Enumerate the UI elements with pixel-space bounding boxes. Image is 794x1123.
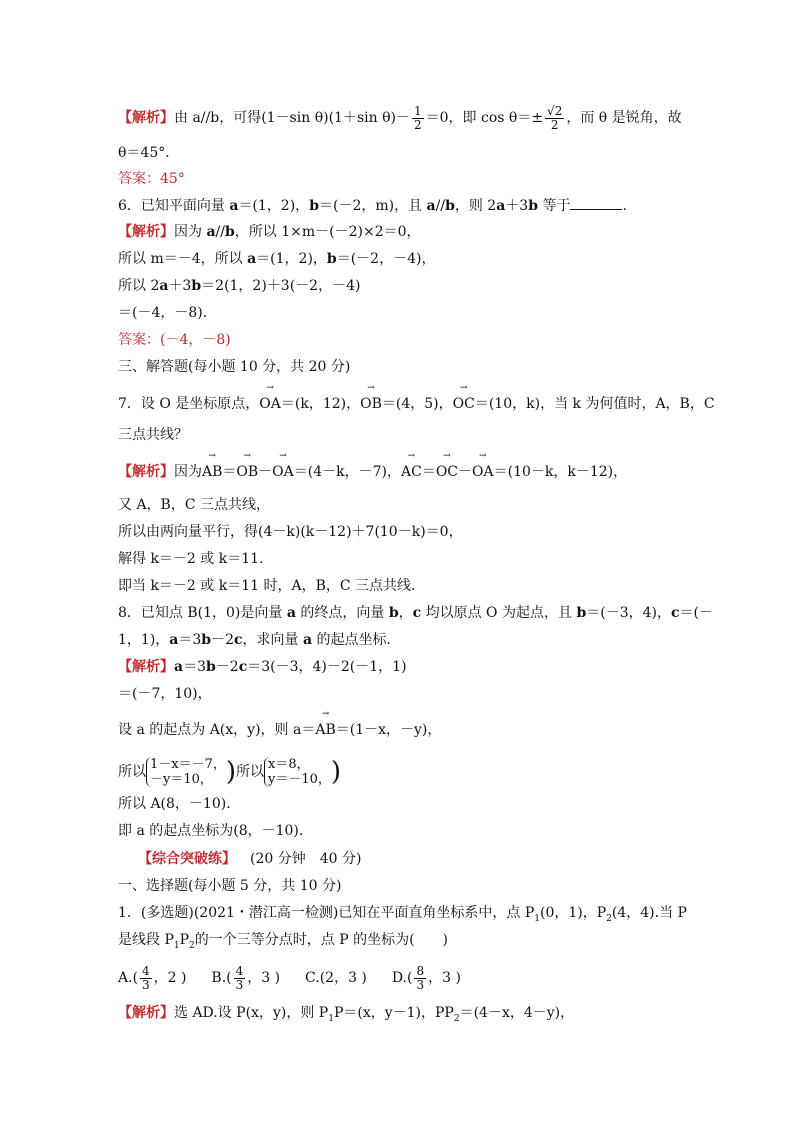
- section-comprehensive: 【综合突破练】 (20 分钟 40 分): [138, 851, 362, 867]
- answer-blank: [570, 197, 622, 210]
- solution-tag: 【解析】: [118, 110, 174, 126]
- solution-6-line2: 所以 m＝－4，所以 a＝(1，2)，b＝(－2，－4)，: [118, 251, 436, 267]
- solution-8-line2: ＝(－7，10)，: [118, 686, 212, 702]
- fraction: $\frac{1}{2}$: [413, 103, 422, 132]
- options-row: [118, 960, 461, 996]
- question-7: 7．设 O 是坐标原点，→ OA＝(k，12)，→ OB＝(4，5)，→ OC＝(10，k)，当 k 为何值时，A，B，C: [118, 394, 715, 414]
- option-a[interactable]: A.( $\frac{4}{3}$ ，2 ): [118, 963, 187, 992]
- question-8-cont: 1，1)，a＝3b－2c，求向量 a 的起点坐标．: [118, 632, 401, 648]
- solution-7-line4: 解得 k＝－2 或 k＝11.: [118, 551, 264, 567]
- solution-8-line5: 所以 A(8，－10)．: [118, 796, 241, 812]
- question-7-cont: 三点共线？: [118, 427, 188, 443]
- answer-6: 答案：(－4，－8): [118, 332, 231, 348]
- solution-8-system: 所以 1－x＝－7， －y＝10， )所以 x＝8， y＝－10，): [118, 757, 342, 787]
- option-c[interactable]: C.(2，3 ): [305, 970, 367, 986]
- solution-8-line3: 设 a 的起点为 A(x，y)，则 a＝→ AB＝(1－x，－y)，: [118, 720, 441, 740]
- solution-5-cont: θ＝45°．: [118, 145, 180, 161]
- solution-1-line1: 【解析】选 AD.设 P(x，y)，则 $P_1P=(x$，y－1)，$PP_2=(4-x$，4－y)，: [118, 1005, 575, 1024]
- question-6: 6．已知平面向量 a＝(1，2)，b＝(－2，m)，且 a//b，则 2a＋3b 等于 ．: [118, 198, 637, 214]
- solution-6-line3: 所以 2a＋3b＝2(1，2)＋3(－2，－4): [118, 278, 361, 294]
- equation-system: 1－x＝－7， －y＝10，: [146, 757, 226, 787]
- solution-7-line2: 又 A，B，C 三点共线，: [118, 497, 271, 513]
- solution-7-line5: 即当 k＝－2 或 k＝11 时，A，B，C 三点共线.: [118, 578, 416, 594]
- solution-6-line1: 【解析】因为 a//b，所以 1×m－(－2)×2＝0，: [118, 224, 421, 240]
- solution-8-line6: 即 a 的起点坐标为(8，－10)．: [118, 823, 313, 839]
- solution-6-line4: ＝(－4，－8)．: [118, 305, 217, 321]
- section-heading-choice: 一、选择题(每小题 5 分，共 10 分): [118, 878, 342, 894]
- fraction: $\frac{√2}{2}$: [547, 103, 563, 132]
- solution-5: 【解析】由 a//b，可得(1－sin θ)(1＋sin θ)－ $\frac{1}{2}$ ＝0，即 cos θ＝± $\frac{√2}{2}$ ，而 θ 是锐角，故: [118, 103, 682, 132]
- question-1: 1．(多选题)(2021・潜江高一检测)已知在平面直角坐标系中，点 $P_1(0$，1)，$P_2(4$，4).当 P: [118, 905, 687, 924]
- solution-7-line1: 【解析】因为→ AB＝→ OB－→ OA＝(4－k，－7)，→ AC＝→ OC－→ OA＝(10－k，k－12)，: [118, 462, 627, 482]
- answer-5: 答案：45°: [118, 171, 185, 187]
- question-1-cont: 是线段 $P_1P_2$的一个三等分点时，点 P 的坐标为( ): [118, 932, 449, 951]
- equation-system: x＝8， y＝－10，: [264, 757, 331, 787]
- question-8: 8．已知点 B(1，0)是向量 a 的终点，向量 b，c 均以原点 O 为起点，且 b＝(－3，4)，c＝(－: [118, 605, 713, 621]
- section-heading-3: 三、解答题(每小题 10 分，共 20 分): [118, 359, 351, 375]
- option-b[interactable]: B.( $\frac{4}{3}$ ，3 ): [211, 963, 281, 992]
- solution-7-line3: 所以由两向量平行，得(4－k)(k－12)＋7(10－k)＝0，: [118, 524, 463, 540]
- option-d[interactable]: D.( $\frac{8}{3}$ ，3 ): [391, 963, 461, 992]
- solution-8-line1: 【解析】a＝3b－2c＝3(－3，4)－2(－1，1): [118, 659, 407, 675]
